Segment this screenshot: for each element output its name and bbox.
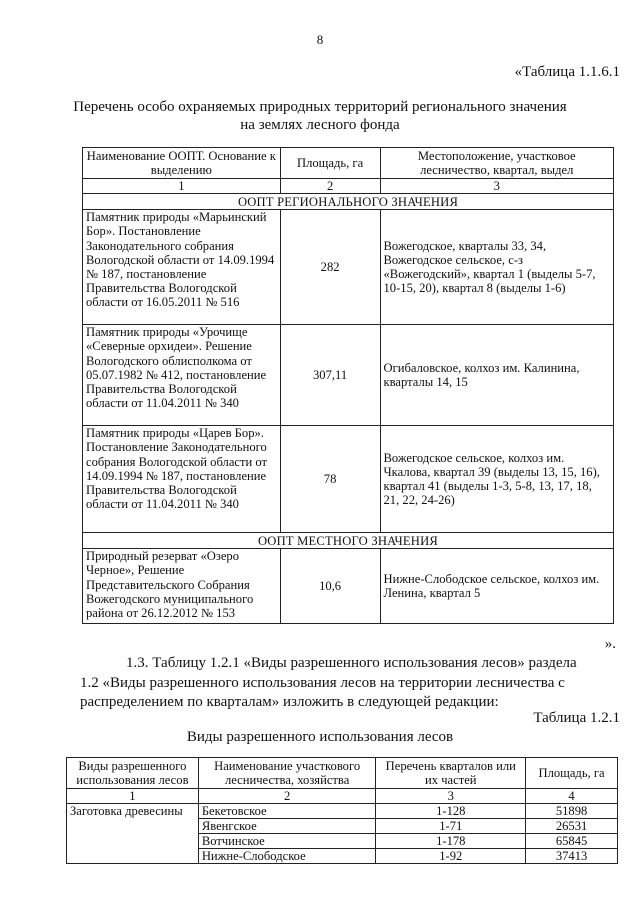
forestry-name: Вотчинское <box>198 834 376 849</box>
col-number: 1 <box>67 789 199 804</box>
oopt-area: 282 <box>280 210 380 325</box>
col-number: 1 <box>83 179 281 194</box>
col-number: 3 <box>376 789 526 804</box>
table1-title-line2: на землях лесного фонда <box>240 117 400 133</box>
table2-label: Таблица 1.2.1 <box>533 710 620 726</box>
forestry-name: Нижне-Слободское <box>198 849 376 864</box>
col-number: 2 <box>280 179 380 194</box>
area: 65845 <box>526 834 618 849</box>
section-row <box>83 194 614 210</box>
table-header-row <box>83 148 614 179</box>
table1-label: «Таблица 1.1.6.1 <box>514 64 620 80</box>
table2-title: Виды разрешенного использования лесов <box>186 729 454 745</box>
header-area: Площадь, га <box>280 148 380 179</box>
oopt-name: Памятник природы «Урочище «Северные орхидеи». Решение Вологодского облисполкома от 05.07.1982 № 412, постановление Правительства Вологодской области от 11.04.2011 № 340 <box>83 325 281 426</box>
table-row <box>83 210 614 325</box>
header-use-type: Виды разрешенного использования лесов <box>67 758 199 789</box>
page-number: 8 <box>316 32 324 47</box>
oopt-location: Вожегодское сельское, колхоз им. Чкалова, квартал 39 (выделы 13, 15, 16), квартал 41 (выделы 1-3, 5-8, 13, 17, 18, 21, 22, 24-26) <box>380 426 614 533</box>
forestry-name: Явенгское <box>198 819 376 834</box>
quarters: 1-178 <box>376 834 526 849</box>
header-location: Местоположение, участковое лесничество, квартал, выдел <box>380 148 614 179</box>
quarters: 1-92 <box>376 849 526 864</box>
table-row <box>83 325 614 426</box>
quarters: 1-71 <box>376 819 526 834</box>
table-row <box>83 549 614 624</box>
amendment-paragraph <box>80 654 614 713</box>
oopt-area: 10,6 <box>280 549 380 624</box>
forestry-name: Бекетовское <box>198 804 376 819</box>
area: 26531 <box>526 819 618 834</box>
header-quarters: Перечень кварталов или их частей <box>376 758 526 789</box>
section-title: ООПТ РЕГИОНАЛЬНОГО ЗНАЧЕНИЯ <box>83 194 614 210</box>
header-name: Наименование ООПТ. Основание к выделению <box>83 148 281 179</box>
closing-quote: ». <box>604 636 616 652</box>
col-number: 2 <box>198 789 376 804</box>
paragraph-line: распределением по кварталам» изложить в следующей редакции: <box>80 694 499 710</box>
column-number-row <box>67 789 618 804</box>
col-number: 3 <box>380 179 614 194</box>
oopt-table <box>82 147 614 624</box>
oopt-name: Памятник природы «Царев Бор». Постановление Законодательного собрания Вологодской области от 14.09.1994 № 187, постановление Правительства Вологодской области от 11.04.2011 № 340 <box>83 426 281 533</box>
oopt-area: 307,11 <box>280 325 380 426</box>
table-row <box>83 426 614 533</box>
table1-title-line1: Перечень особо охраняемых природных территорий регионального значения <box>73 99 567 115</box>
table-header-row <box>67 758 618 789</box>
column-number-row <box>83 179 614 194</box>
oopt-name: Природный резерват «Озеро Черное», Решение Представительского Собрания Вожегодского муниципального района от 26.12.2012 № 153 <box>83 549 281 624</box>
area: 51898 <box>526 804 618 819</box>
section-title: ООПТ МЕСТНОГО ЗНАЧЕНИЯ <box>83 533 614 549</box>
oopt-location: Нижне-Слободское сельское, колхоз им. Ленина, квартал 5 <box>380 549 614 624</box>
header-area: Площадь, га <box>526 758 618 789</box>
area: 37413 <box>526 849 618 864</box>
table-row <box>67 804 618 819</box>
oopt-location: Огибаловское, колхоз им. Калинина, кварталы 14, 15 <box>380 325 614 426</box>
quarters: 1-128 <box>376 804 526 819</box>
col-number: 4 <box>526 789 618 804</box>
oopt-name: Памятник природы «Марьинский Бор». Постановление Законодательного собрания Вологодской области от 14.09.1994 № 187, постановление Правительства Вологодской области от 16.05.2011 № 516 <box>83 210 281 325</box>
paragraph-line: 1.2 «Виды разрешенного использования лесов на территории лесничества с <box>80 674 565 691</box>
paragraph-line: 1.3. Таблицу 1.2.1 «Виды разрешенного использования лесов» раздела <box>126 655 577 671</box>
oopt-location: Вожегодское, кварталы 33, 34, Вожегодское сельское, с-з «Вожегодский», квартал 1 (выделы 5-7, 10-15, 20), квартал 8 (выделы 1-6) <box>380 210 614 325</box>
header-forestry: Наименование участкового лесничества, хозяйства <box>198 758 376 789</box>
forest-use-table <box>66 757 618 864</box>
use-type: Заготовка древесины <box>67 804 199 864</box>
oopt-area: 78 <box>280 426 380 533</box>
section-row <box>83 533 614 549</box>
